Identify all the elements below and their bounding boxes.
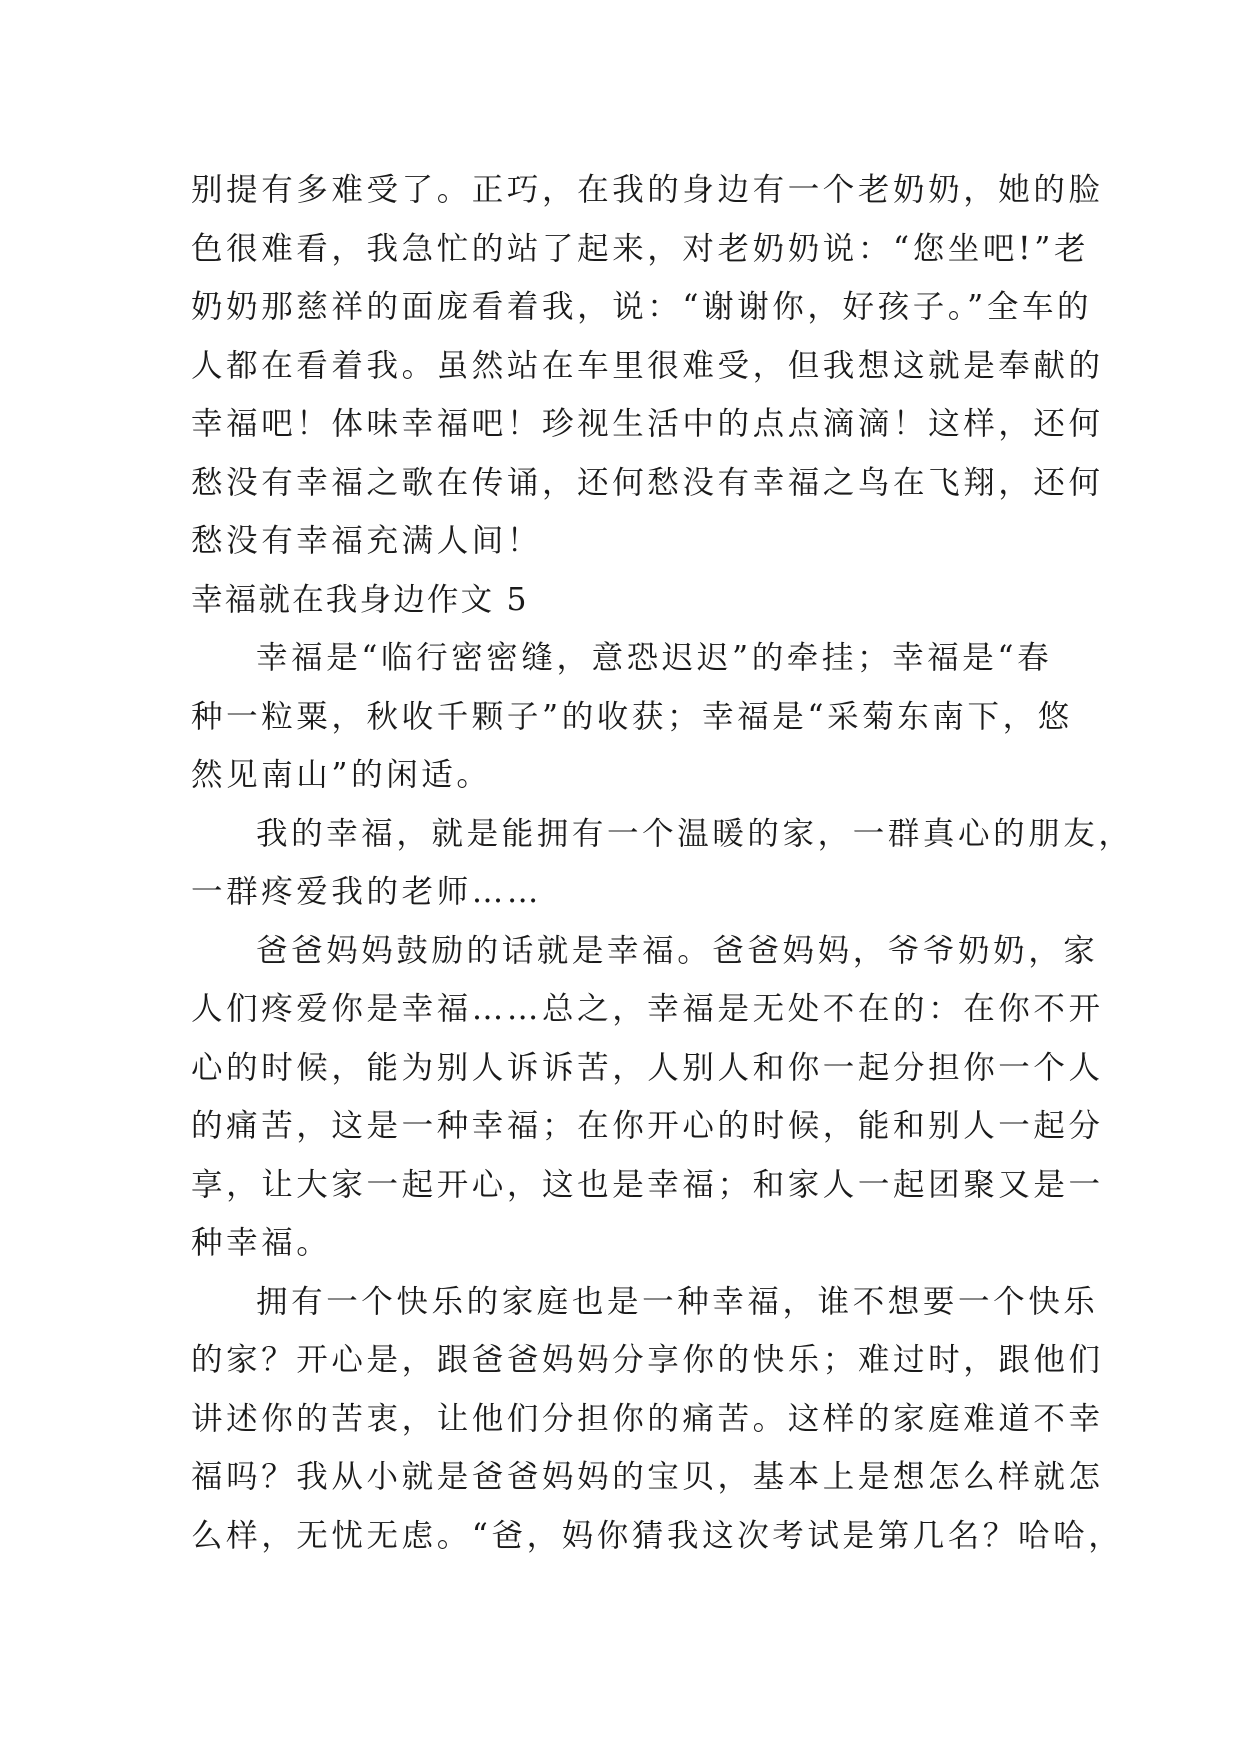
text-line: 愁没有幸福之歌在传诵，还何愁没有幸福之鸟在飞翔，还何	[191, 464, 1104, 501]
text-line: 幸福吧！体味幸福吧！珍视生活中的点点滴滴！这样，还何	[191, 406, 1104, 442]
paragraph-first-line: 幸福是“临行密密缝，意恐迟迟”的牵挂；幸福是“春	[256, 640, 1053, 676]
text-line: 一群疼爱我的老师……	[191, 874, 543, 910]
text-line: 讲述你的苦衷，让他们分担你的痛苦。这样的家庭难道不幸	[191, 1400, 1104, 1437]
text-line: 人都在看着我。虽然站在车里很难受，但我想这就是奉献的	[191, 347, 1104, 384]
text-line: 福吗？我从小就是爸爸妈妈的宝贝，基本上是想怎么样就怎	[191, 1459, 1104, 1495]
text-line: 色很难看，我急忙的站了起来，对老奶奶说：“您坐吧!”老	[191, 230, 1090, 267]
section-heading: 幸福就在我身边作文 5	[191, 581, 529, 618]
paragraph-first-line: 爸爸妈妈鼓励的话就是幸福。爸爸妈妈，爷爷奶奶，家	[256, 932, 1099, 969]
text-line: 别提有多难受了。正巧，在我的身边有一个老奶奶，她的脸	[191, 172, 1104, 208]
paragraph-first-line: 我的幸福，就是能拥有一个温暖的家，一群真心的朋友，	[256, 815, 1134, 852]
text-line: 种一粒粟，秋收千颗子”的收获；幸福是“采菊东南下，悠	[191, 698, 1073, 735]
text-line: 奶奶那慈祥的面庞看着我，说：“谢谢你，好孩子。”全车的	[191, 289, 1093, 325]
text-line: 愁没有幸福充满人间！	[191, 523, 543, 559]
paragraph-first-line: 拥有一个快乐的家庭也是一种幸福，谁不想要一个快乐	[256, 1283, 1099, 1320]
text-line: 种幸福。	[191, 1225, 332, 1261]
document-body	[191, 161, 1134, 1565]
text-line: 的家？开心是，跟爸爸妈妈分享你的快乐；难过时，跟他们	[191, 1342, 1104, 1378]
text-line: 然见南山”的闲适。	[191, 757, 492, 793]
text-line: 么样，无忧无虑。“爸，妈你猜我这次考试是第几名？哈哈，	[191, 1517, 1124, 1554]
text-line: 心的时候，能为别人诉诉苦，人别人和你一起分担你一个人	[191, 1049, 1104, 1086]
text-line: 人们疼爱你是幸福……总之，幸福是无处不在的：在你不开	[191, 991, 1104, 1027]
text-line: 的痛苦，这是一种幸福；在你开心的时候，能和别人一起分	[191, 1108, 1104, 1144]
text-line: 享，让大家一起开心，这也是幸福；和家人一起团聚又是一	[191, 1166, 1104, 1203]
